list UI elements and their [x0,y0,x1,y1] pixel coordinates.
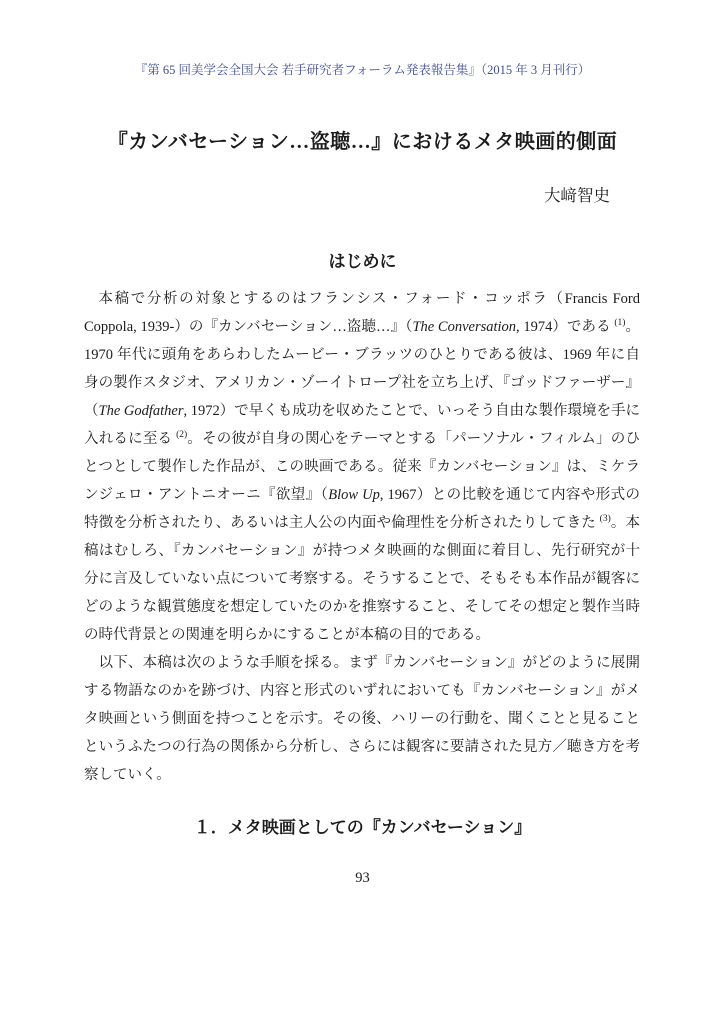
paragraph-2 [84,649,640,789]
paragraph-1 [84,285,640,649]
text-segment: 。その彼が自身の関心をテーマとする「パーソナル・フィルム」のひとつとして製作した作品が、この映画である。従来『カンバセーション』は、ミケランジェロ・アントニオーニ『欲望』（ [84,431,641,503]
text-segment: , 1974）である [516,319,615,335]
text-segment: 。本稿はむしろ、『カンバセーション』が持つメタ映画的な側面に着目し、先行研究が十分に言及していない点について考察する。そうすることで、そもそも本作品が観客にどのような観賞態度を想定していたのかを推察すること、そしてその想定と製作当時の時代背景との関連を明らかにすることが本稿の目的である。 [84,515,641,643]
text-segment: 。1970 年代に頭角をあらわしたムービー・ブラッツのひとりである彼は、1969 年に自身の製作スタジオ、アメリカン・ゾーイトロープ社を立ち上げ、『ゴッドファーザー』（ [84,319,640,419]
text-segment: , 1967）との比較を通じて内容や形式の特徴を分析されたり、あるいは主人公の内面や倫理性を分析されたりしてきた [84,487,641,531]
text-segment: Blow Up [328,487,380,503]
text-segment: , 1972）で早くも成功を収めたことで、いっそう自由な製作環境を手に入れるに至る [84,403,641,447]
footnote-marker: (2) [176,430,188,440]
section-heading-introduction: はじめに [328,252,397,271]
author-name: 大﨑智史 [544,186,610,205]
page-number: 93 [355,870,370,886]
text-segment: 以下、本稿は次のような手順を採る。まず『カンバセーション』がどのように展開する物語なのかを跡づけ、内容と形式のいずれにおいても『カンバセーション』がメタ映画という側面を持つことを示す。その後、ハリーの行動を、聞くことと見ることというふたつの行為の関係から分析し、さらには観客に要請された見方／聴き方を考察していく。 [84,655,640,783]
body-text [84,285,640,789]
text-segment: The Godfather [98,403,184,419]
text-segment: 本稿で分析の対象とするのはフランシス・フォード・コッポラ（Francis Ford Coppola, 1939-）の『カンバセーション…盗聴…』（ [84,291,640,335]
paper-title: 『カンバセーション…盗聴…』におけるメタ映画的側面 [107,131,618,153]
section-heading-1: １．メタ映画としての『カンバセーション』 [193,818,532,837]
footnote-marker: (3) [599,514,611,524]
proceedings-header: 『第 65 回美学会全国大会 若手研究者フォーラム発表報告集』（2015 年 3 月刊行） [134,63,591,77]
text-segment: The Conversation [412,319,517,335]
footnote-marker: (1) [614,318,626,328]
